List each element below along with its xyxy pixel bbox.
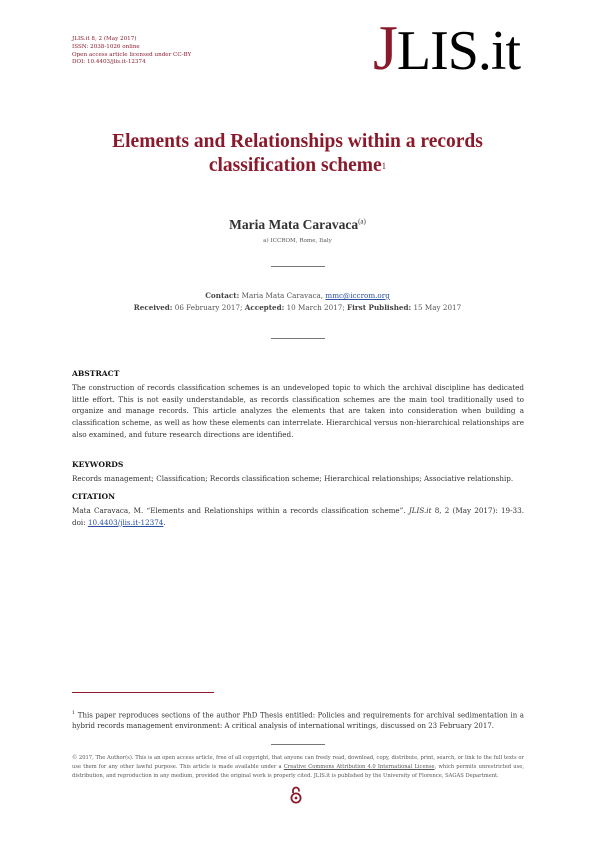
meta-issn: ISSN: 2038-1026 online	[72, 43, 140, 50]
contact-email-link[interactable]: mmc@iccrom.org	[325, 291, 390, 300]
keywords-text: Records management; Classification; Records classification scheme; Hierarchical relationships; Associative relationship.	[72, 473, 514, 483]
author-affiliation: a) ICCROM, Rome, Italy	[263, 238, 332, 244]
citation-issue: 8, 2 (May 2017): 19-33. doi:	[72, 505, 524, 527]
published-date: 15 May 2017	[413, 303, 462, 312]
divider-top	[271, 266, 325, 267]
received-label: Received:	[133, 303, 173, 312]
journal-meta	[72, 36, 191, 67]
received-date: 06 February 2017;	[174, 303, 243, 312]
contact-name: Maria Mata Caravaca,	[241, 291, 324, 300]
citation-text	[72, 505, 524, 529]
divider-license	[271, 744, 325, 745]
abstract-heading: ABSTRACT	[72, 369, 120, 378]
title-footnote-mark: 1	[381, 161, 387, 171]
citation-doi-link[interactable]: 10.4403/jlis.it-12374	[87, 517, 164, 527]
footnote	[72, 708, 524, 732]
author-mark: (a)	[358, 217, 366, 226]
author-name	[0, 217, 595, 233]
license-text-start: © 2017, The Author(s). This is an open access article, free of all copyright, that anyone can freely read, download, copy, distribute, print, search, or link to the full texts or use them for any other lawful purpose. This article is made available under a	[72, 755, 524, 770]
abstract-section	[72, 368, 524, 441]
journal-logo	[373, 12, 521, 83]
meta-license: Open access article licensed under CC-BY	[72, 51, 192, 58]
author-text: Maria Mata Caravaca	[229, 217, 359, 232]
contact-line	[0, 290, 595, 302]
title-text: Elements and Relationships within a records classification scheme	[112, 131, 483, 176]
logo-text: LIS.it	[396, 20, 521, 82]
citation-section	[72, 491, 524, 528]
meta-issue: JLIS.it 8, 2 (May 2017)	[72, 36, 137, 42]
accepted-date: 10 March 2017;	[286, 303, 345, 312]
logo-j: J	[373, 12, 397, 83]
published-label: First Published:	[347, 303, 412, 312]
footnote-text: This paper reproduces sections of the author PhD Thesis entitled: Policies and requirements for archival sedimentation in a hybrid records management environment: A critical analysis of international writings, discussed on 23 February 2017.	[72, 711, 524, 731]
dates-line	[0, 302, 595, 314]
accepted-label: Accepted:	[244, 303, 285, 312]
citation-journal: JLIS.it	[408, 505, 432, 515]
keywords-section	[72, 459, 524, 485]
license-notice	[72, 754, 524, 780]
citation-heading: CITATION	[72, 492, 116, 501]
divider-bottom	[271, 338, 325, 339]
article-title	[60, 130, 535, 178]
citation-authors-title: Mata Caravaca, M. “Elements and Relationships within a records classification scheme”.	[72, 505, 406, 515]
footnote-divider	[72, 692, 214, 693]
citation-end: .	[163, 517, 166, 527]
footnote-mark: 1	[72, 710, 76, 716]
abstract-text: The construction of records classification schemes is an undeveloped topic to which the archival discipline has dedicated little effort. This is not easily understandable, as records classification schemes are the main tool traditionally used to organize and manage records. This article analyzes the elements that are taken into consideration when building a classification scheme, as well as how these elements can interrelate. Hierarchical versus non-hierarchical relationships are also examined, and future research directions are identified.	[72, 382, 524, 439]
open-access-icon	[289, 786, 303, 804]
contact-label: Contact:	[205, 291, 240, 300]
keywords-heading: KEYWORDS	[72, 460, 124, 469]
contact-block	[0, 290, 595, 314]
meta-doi: DOI: 10.4403/jlis.it-12374	[72, 59, 146, 66]
license-link[interactable]: Creative Commons Attribution 4.0 International License	[283, 763, 435, 770]
license-text-end: , which permits unrestricted use, distribution, and reproduction in any medium, provided the original work is properly cited. JLIS.it is published by the University of Florence, SAGAS Department.	[72, 763, 524, 779]
